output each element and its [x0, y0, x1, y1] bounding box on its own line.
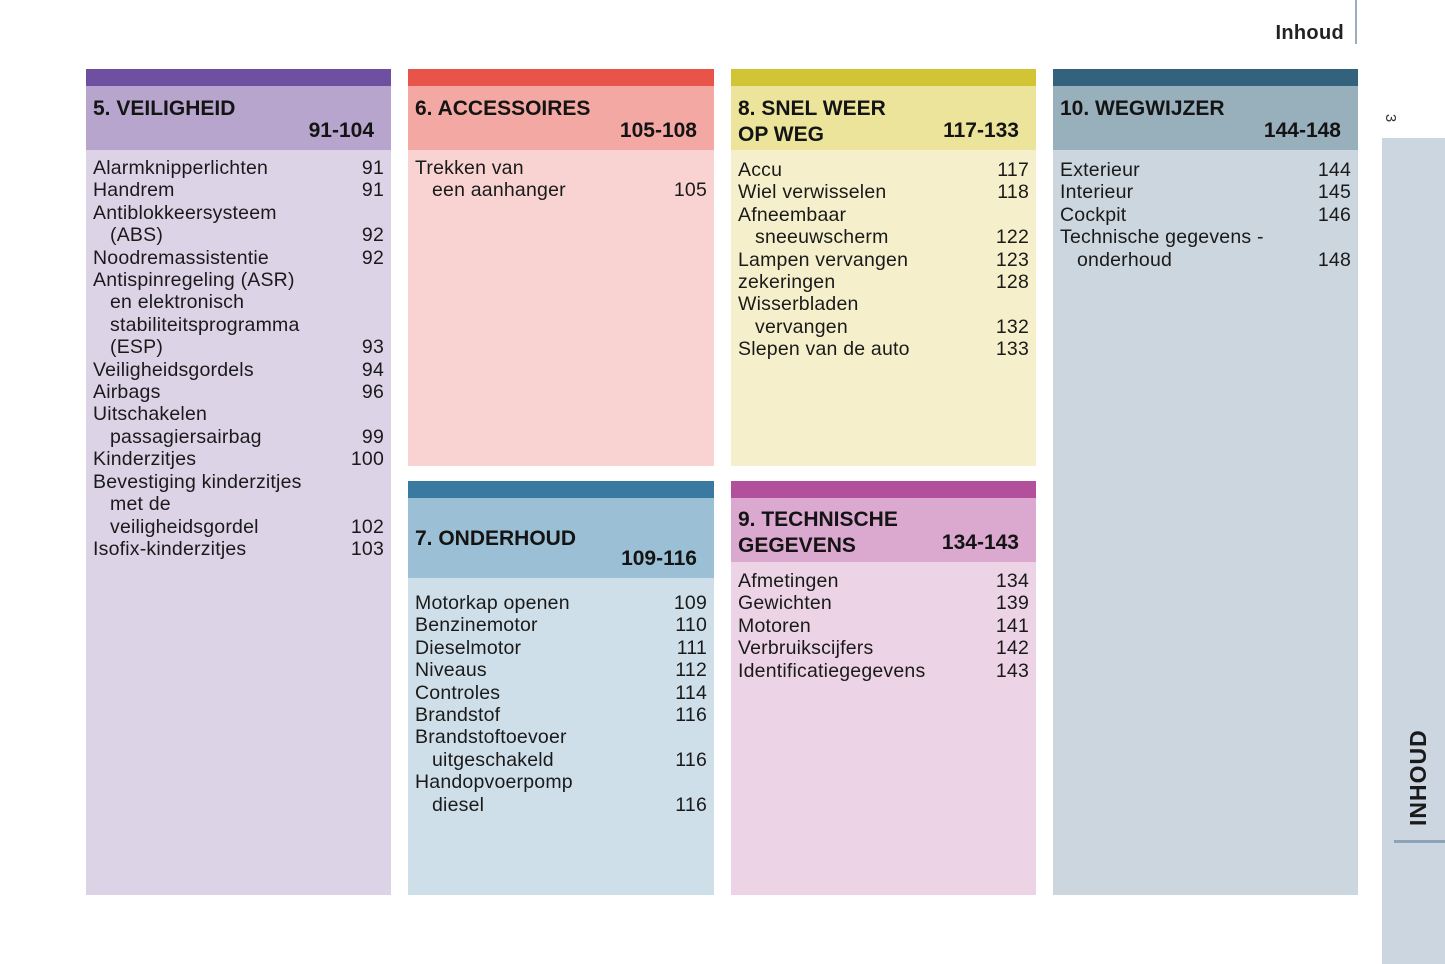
- toc-entry-label: Antispinregeling (ASR) en elektronisch stabiliteitsprogramma (ESP): [93, 269, 300, 359]
- section-title: 5. VEILIGHEID: [93, 97, 236, 120]
- section-page-range: 91-104: [308, 119, 374, 142]
- toc-entry[interactable]: [415, 157, 707, 202]
- section-header[interactable]: [731, 86, 1036, 150]
- toc-entry-page: 144: [1317, 159, 1351, 181]
- section-title: 9. TECHNISCHE GEGEVENS: [738, 508, 898, 557]
- toc-entry-label: Bevestiging kinderzitjes met de veiligheidsgordel: [93, 470, 302, 538]
- section-technische-gegevens: [731, 481, 1036, 895]
- toc-entry[interactable]: [415, 614, 707, 636]
- section-header[interactable]: [731, 498, 1036, 562]
- toc-entry-label: Technische gegevens - onderhoud: [1060, 226, 1264, 271]
- toc-entry[interactable]: [738, 293, 1029, 338]
- toc-entry-page: 91: [361, 157, 384, 179]
- section-page-range: 134-143: [941, 531, 1019, 554]
- toc-entry-page: 100: [350, 448, 384, 471]
- toc-entry-page: 141: [995, 614, 1029, 637]
- section-onderhoud: [408, 481, 714, 895]
- toc-entry-page: 114: [675, 681, 707, 704]
- side-tab-divider: [1394, 840, 1445, 843]
- toc-entry[interactable]: [415, 637, 707, 659]
- toc-entry-page: 110: [675, 614, 707, 637]
- toc-entry-label: Airbags: [93, 381, 161, 404]
- toc-entry-label: Interieur: [1060, 181, 1134, 204]
- toc-entry[interactable]: [738, 204, 1029, 249]
- side-tab-label: INHOUD: [1405, 729, 1431, 826]
- toc-entry-label: Uitschakelen passagiersairbag: [93, 403, 262, 448]
- section-color-bar: [86, 69, 391, 86]
- toc-entry[interactable]: [1060, 204, 1351, 226]
- toc-entry-page: 94: [361, 358, 384, 381]
- toc-entry-label: Isofix-kinderzitjes: [93, 537, 247, 560]
- section-entries: [731, 562, 1036, 682]
- section-title: 8. SNEL WEER OP WEG: [738, 97, 886, 146]
- toc-entry-page: 118: [997, 181, 1029, 204]
- toc-entry-label: Handrem: [93, 179, 175, 202]
- toc-entry-label: Slepen van de auto: [738, 338, 910, 361]
- toc-entry-page: 99: [361, 425, 384, 448]
- toc-entry-label: Benzinemotor: [415, 614, 538, 637]
- toc-entry-page: 116: [675, 748, 707, 771]
- toc-entry-label: Afmetingen: [738, 570, 839, 592]
- toc-entry-page: 92: [361, 224, 384, 247]
- toc-entry[interactable]: [93, 247, 384, 269]
- toc-entry[interactable]: [1060, 226, 1351, 271]
- toc-entry[interactable]: [738, 271, 1029, 293]
- toc-entry-label: Brandstoftoevoer uitgeschakeld: [415, 726, 567, 771]
- toc-entry-label: Handopvoerpomp diesel: [415, 771, 573, 816]
- toc-entry-label: Brandstof: [415, 704, 501, 727]
- toc-entry-page: 116: [675, 793, 707, 816]
- toc-entry[interactable]: [93, 359, 384, 381]
- toc-entry-page: 111: [676, 636, 707, 659]
- toc-entry[interactable]: [738, 249, 1029, 271]
- page-title: Inhoud: [1275, 22, 1344, 44]
- toc-entry-label: Trekken van een aanhanger: [415, 157, 566, 202]
- toc-entry-label: zekeringen: [738, 271, 836, 294]
- toc-entry[interactable]: [415, 726, 707, 771]
- section-header[interactable]: [408, 498, 714, 578]
- section-color-bar: [1053, 69, 1358, 86]
- section-page-range: 144-148: [1263, 119, 1341, 142]
- toc-entry[interactable]: [738, 615, 1029, 637]
- toc-entry[interactable]: [415, 704, 707, 726]
- section-page-range: 109-116: [621, 547, 697, 570]
- page-number: 3: [1382, 113, 1400, 123]
- toc-entry-page: 92: [361, 246, 384, 269]
- toc-entry[interactable]: [738, 159, 1029, 181]
- section-header[interactable]: [86, 86, 391, 150]
- toc-entry[interactable]: [1060, 159, 1351, 181]
- toc-entry[interactable]: [738, 181, 1029, 203]
- section-header[interactable]: [408, 86, 714, 150]
- toc-entry-label: Lampen vervangen: [738, 248, 909, 271]
- section-color-bar: [731, 481, 1036, 498]
- toc-entry[interactable]: [1060, 181, 1351, 203]
- section-entries: [731, 150, 1036, 361]
- section-header[interactable]: [1053, 86, 1358, 150]
- section-title: 6. ACCESSOIRES: [415, 97, 591, 120]
- section-veiligheid: [86, 69, 391, 895]
- toc-entry-page: 122: [995, 226, 1029, 249]
- toc-entry-page: 132: [995, 315, 1029, 338]
- toc-entry-page: 112: [675, 659, 707, 682]
- toc-entry[interactable]: [738, 660, 1029, 682]
- toc-entry-label: Motoren: [738, 614, 811, 637]
- section-entries: [408, 150, 714, 202]
- top-divider: [1355, 0, 1357, 44]
- toc-entry-page: 116: [675, 704, 707, 727]
- toc-entry-page: 133: [995, 338, 1029, 361]
- toc-entry-label: Wisserbladen vervangen: [738, 293, 859, 338]
- toc-entry[interactable]: [93, 157, 384, 179]
- toc-entry[interactable]: [93, 471, 384, 538]
- section-entries: [86, 150, 391, 560]
- toc-entry-label: Cockpit: [1060, 203, 1127, 226]
- toc-entry[interactable]: [738, 570, 1029, 592]
- toc-entry-page: 117: [997, 159, 1029, 181]
- toc-entry-page: 134: [995, 570, 1029, 592]
- toc-entry-label: Exterieur: [1060, 159, 1140, 181]
- toc-entry[interactable]: [738, 338, 1029, 360]
- toc-entry-label: Noodremassistentie: [93, 246, 269, 269]
- toc-entry[interactable]: [415, 659, 707, 681]
- section-title: 7. ONDERHOUD: [415, 527, 577, 550]
- toc-entry-page: 142: [995, 637, 1029, 660]
- toc-entry-page: 91: [361, 179, 384, 202]
- toc-entry-page: 103: [350, 537, 384, 560]
- toc-entry-page: 146: [1317, 203, 1351, 226]
- toc-entry-page: 93: [361, 336, 384, 359]
- toc-entry[interactable]: [93, 269, 384, 359]
- toc-entry[interactable]: [738, 592, 1029, 614]
- toc-entry-label: Gewichten: [738, 592, 832, 615]
- toc-entry[interactable]: [93, 381, 384, 403]
- section-color-bar: [408, 481, 714, 498]
- toc-entry-page: 145: [1317, 181, 1351, 204]
- toc-entry-page: 139: [995, 592, 1029, 615]
- toc-entry-label: Identificatiegegevens: [738, 659, 926, 682]
- section-title: 10. WEGWIJZER: [1060, 97, 1225, 120]
- toc-entry-page: 123: [995, 248, 1029, 271]
- section-page-range: 117-133: [943, 119, 1019, 142]
- toc-entry-label: Wiel verwisselen: [738, 181, 887, 204]
- toc-entry[interactable]: [93, 202, 384, 247]
- section-color-bar: [731, 69, 1036, 86]
- toc-entry-label: Accu: [738, 159, 783, 181]
- toc-entry-page: 96: [361, 381, 384, 404]
- toc-entry-label: Niveaus: [415, 659, 487, 682]
- section-entries: [408, 578, 714, 816]
- toc-entry[interactable]: [415, 771, 707, 816]
- section-entries: [1053, 150, 1358, 271]
- toc-entry-label: Verbruikscijfers: [738, 637, 874, 660]
- toc-entry-label: Kinderzitjes: [93, 448, 197, 471]
- toc-entry-page: 128: [995, 271, 1029, 294]
- toc-entry-page: 148: [1317, 248, 1351, 271]
- section-page-range: 105-108: [619, 119, 697, 142]
- toc-entry[interactable]: [93, 448, 384, 470]
- toc-entry[interactable]: [738, 637, 1029, 659]
- toc-entry[interactable]: [93, 403, 384, 448]
- toc-entry-label: Dieselmotor: [415, 636, 522, 659]
- section-wegwijzer: [1053, 69, 1358, 895]
- toc-entry[interactable]: [93, 538, 384, 560]
- toc-entry[interactable]: [93, 179, 384, 201]
- toc-entry-label: Alarmknipperlichten: [93, 157, 269, 179]
- toc-entry-label: Afneembaar sneeuwscherm: [738, 203, 889, 249]
- section-snel-weer-op-weg: [731, 69, 1036, 466]
- toc-entry-page: 105: [673, 179, 707, 202]
- toc-entry-label: Motorkap openen: [415, 592, 570, 614]
- toc-entry-label: Controles: [415, 681, 501, 704]
- toc-entry-page: 109: [673, 592, 707, 614]
- toc-entry-label: Antiblokkeersysteem (ABS): [93, 201, 277, 247]
- toc-entry-label: Veiligheidsgordels: [93, 358, 254, 381]
- toc-entry[interactable]: [415, 682, 707, 704]
- toc-entry[interactable]: [415, 592, 707, 614]
- section-color-bar: [408, 69, 714, 86]
- section-accessoires: [408, 69, 714, 466]
- toc-entry-page: 102: [350, 515, 384, 538]
- toc-entry-page: 143: [995, 659, 1029, 682]
